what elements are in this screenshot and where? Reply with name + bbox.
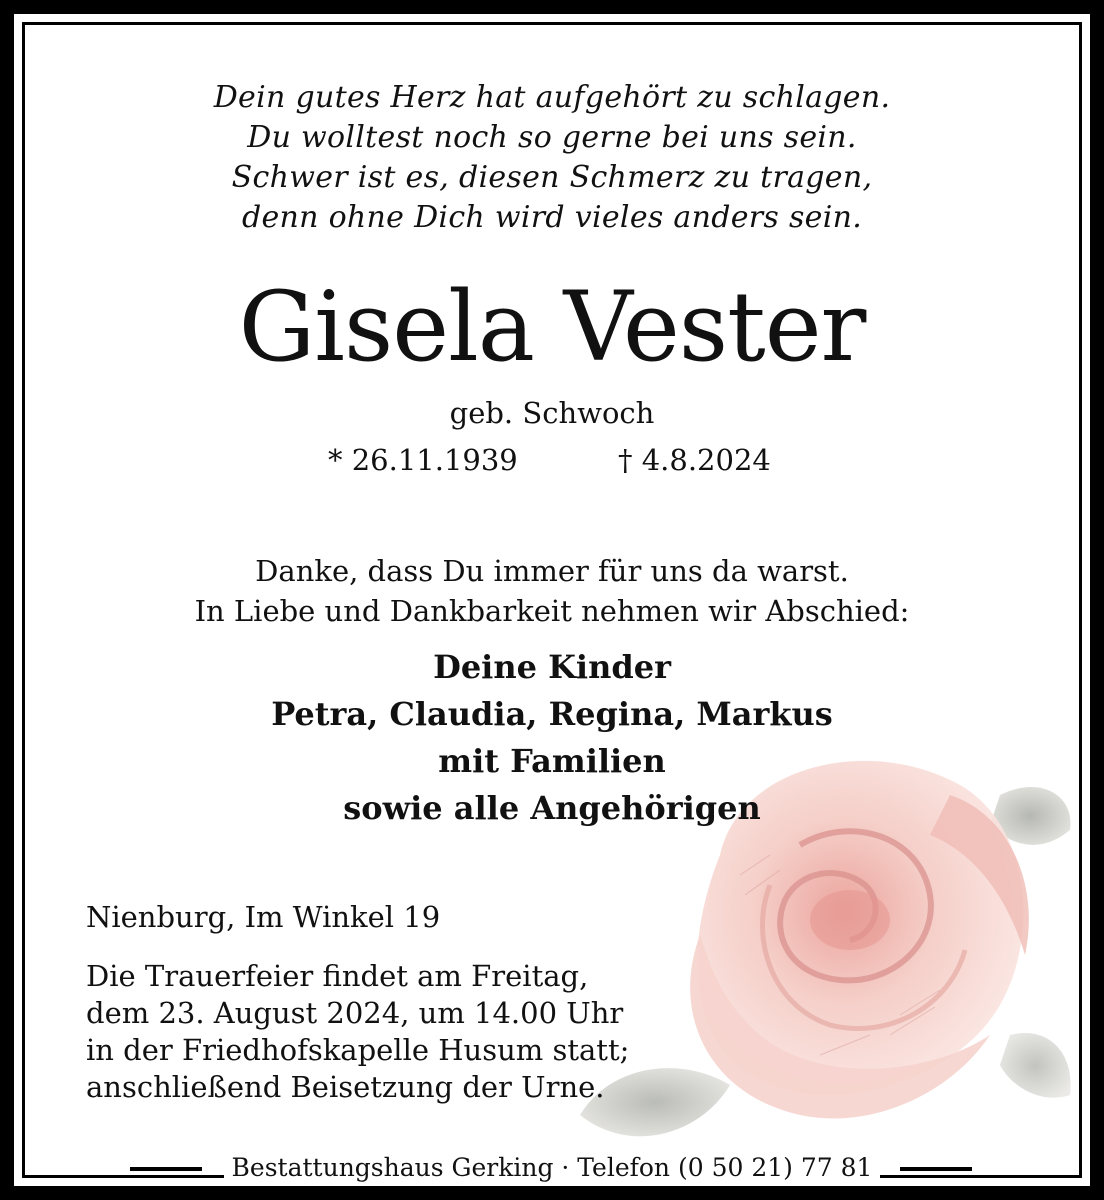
mourners-line: Deine Kinder [433, 648, 671, 686]
birth-date: * 26.11.1939 [328, 443, 518, 477]
mourners [0, 644, 1104, 832]
ceremony-line: dem 23. August 2024, um 14.00 Uhr [86, 996, 624, 1030]
thanks-line: Danke, dass Du immer für uns da warst. [255, 554, 849, 588]
funeral-home-contact: Bestattungshaus Gerking · Telefon (0 50 21) 77 81 [224, 1153, 881, 1182]
mourners-line: mit Familien [438, 742, 666, 780]
mourners-line: sowie alle Angehörigen [343, 789, 761, 827]
address: Nienburg, Im Winkel 19 [86, 900, 441, 934]
poem [0, 78, 1104, 238]
poem-line: Dein gutes Herz hat aufgehört zu schlagen. [213, 80, 891, 115]
deceased-name: Gisela Vester [238, 271, 866, 383]
ceremony-line: in der Friedhofskapelle Husum statt; [86, 1033, 630, 1067]
ceremony-line: Die Trauerfeier findet am Freitag, [86, 959, 589, 993]
thanks-text [0, 551, 1104, 631]
death-date: † 4.8.2024 [618, 443, 771, 477]
poem-line: Du wolltest noch so gerne bei uns sein. [247, 120, 857, 155]
ceremony-line: anschließend Beisetzung der Urne. [86, 1070, 605, 1104]
maiden-name: geb. Schwoch [449, 396, 655, 430]
footer [0, 1152, 1104, 1184]
poem-line: Schwer ist es, diesen Schmerz zu tragen, [231, 160, 873, 195]
poem-line: denn ohne Dich wird vieles anders sein. [241, 200, 863, 235]
ceremony-info [86, 958, 629, 1106]
thanks-line: In Liebe und Dankbarkeit nehmen wir Abschied: [194, 594, 910, 628]
mourners-line: Petra, Claudia, Regina, Markus [271, 695, 833, 733]
